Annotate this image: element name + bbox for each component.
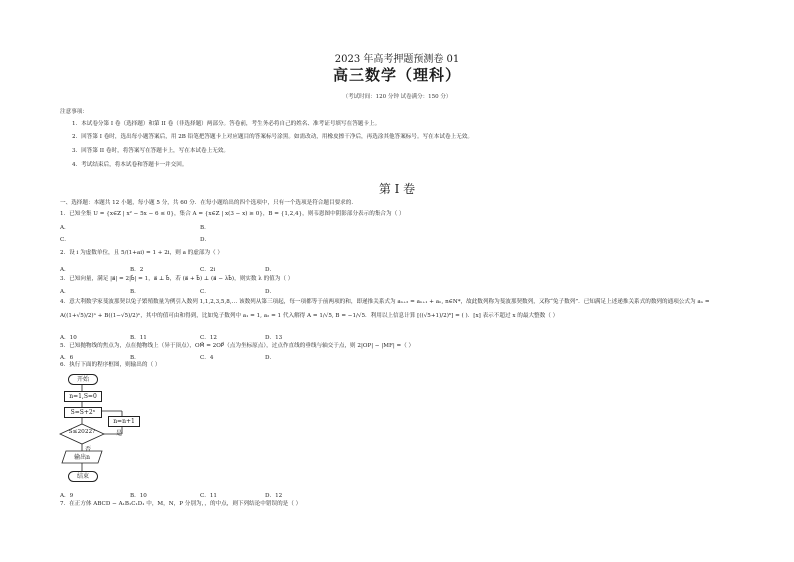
q2-option-b: B．2 [130, 267, 144, 273]
q5-option-a: A．6 [60, 355, 74, 361]
q4-option-b: B．11 [130, 335, 147, 341]
q4-option-d: D．13 [265, 335, 283, 341]
q3-option-c: C． [200, 289, 210, 295]
section-title: 第 I 卷 [378, 182, 416, 196]
q6-option-d: D．12 [265, 493, 283, 499]
flowchart-init: n=1,S=0 [64, 391, 102, 402]
q3-option-d: D． [265, 289, 276, 295]
subject-title: 高三数学（理科） [332, 66, 461, 84]
flowchart-end: 结束 [68, 471, 98, 482]
question-7: 7．在正方体 ABCD − A₁B₁C₁D₁ 中，M，N，P 分别为，，的中点，则下列结论中错误的是（ ） [60, 501, 302, 507]
q2-option-a: A． [60, 267, 70, 273]
question-1: 1．已知全集 U = {x∈Z | x² − 5x − 6 ≤ 0}，集合 A = {x∈Z | x(3 − x) ≥ 0}，B = {1,2,4}，则韦恩图中阴影部分表示的集合为（ ） [60, 211, 405, 217]
q6-option-a: A．9 [60, 493, 74, 499]
q1-option-a: A． [60, 225, 70, 231]
question-2: 2．设 i 为虚数单位，且 5/(1+ai) = 1 + 2i，则 a 的虚部为（ ） [60, 250, 224, 256]
notes-heading: 注意事项： [60, 109, 88, 115]
instructions: 一、选择题：本题共 12 小题，每小题 5 分，共 60 分．在每小题给出的四个选项中，只有一个选项是符合题目要求的． [60, 200, 357, 206]
q4-option-a: A．10 [60, 335, 77, 341]
q3-option-b: B． [130, 289, 140, 295]
question-5: 5．已知抛物线的焦点为，点在抛物线上（异于顶点），OM⃗ = 2OP⃗（点为坐标原点），过点作直线的垂线与轴交于点，则 2|OP| − |MF| =（ ） [60, 343, 415, 349]
q5-option-b: B． [130, 355, 140, 361]
note-item-4: 4．考试结束后，将本试卷和答题卡一并交回。 [72, 162, 188, 168]
q5-option-c: C．4 [200, 355, 214, 361]
question-6: 6．执行下面的程序框图，则输出的（ ） [60, 362, 161, 368]
question-3: 3．已知向量，满足 |a⃗| = 2|b⃗| = 1，a⃗ ⊥ b⃗，若 (a⃗ + b⃗) ⊥ (a⃗ − λb⃗)，则实数 λ 的值为（ ） [60, 276, 294, 282]
q2-option-d: D． [265, 267, 276, 273]
q1-option-b: B． [200, 225, 210, 231]
flowchart-yes-label: 是 [116, 430, 123, 437]
q6-option-b: B．10 [130, 493, 147, 499]
q6-option-c: C．11 [200, 493, 217, 499]
q1-option-d: D． [200, 237, 211, 243]
q4-option-c: C．12 [200, 335, 217, 341]
q2-option-c: C．2i [200, 267, 216, 273]
flowchart-start: 开始 [68, 374, 98, 385]
q5-option-d: D． [265, 355, 276, 361]
flowchart-condition: S≤2022? [68, 429, 96, 435]
note-item-3: 3．回答第 II 卷时，将答案写在答题卡上，写在本试卷上无效。 [72, 148, 229, 154]
exam-title: 2023 年高考押题预测卷 01 [334, 54, 460, 65]
exam-meta: （考试时间：120 分钟 试卷满分：150 分） [342, 94, 452, 100]
flowchart [50, 372, 170, 490]
flowchart-increment: n=n+1 [108, 416, 140, 427]
q3-option-a: A． [60, 289, 70, 295]
flowchart-no-label: 否 [85, 446, 92, 453]
q1-option-c: C． [60, 237, 70, 243]
note-item-2: 2．回答第 I 卷时，选出每小题答案后，用 2B 铅笔把答题卡上对应题目的答案标号涂黑。如需改动，用橡皮擦干净后，再选涂其他答案标号。写在本试卷上无效。 [72, 134, 473, 140]
note-item-1: 1．本试卷分第 I 卷（选择题）和第 II 卷（非选择题）两部分。答卷前，考生务必将自己的姓名、准考证号填写在答题卡上。 [72, 121, 381, 127]
flowchart-update: S=S+2ⁿ [64, 407, 102, 418]
question-4: 4．意大利数学家斐波那契以兔子繁殖数量为例引入数列 1,1,2,3,5,8,… 该数列从第三项起，每一项都等于前两项的和，即递推关系式为 aₙ₊₂ = aₙ₊₁ + aₙ, n∈N*，故此数列称为斐波那契数列，又称“兔子数列”．已知满足上述递推关系式的数列的通项公式为 aₙ = A((1+√5)/2)ⁿ + B((1−√5)/2)ⁿ，其中的值可由和得到，比如兔子数列中 a₁ = 1, a₂ = 1 代入解得 A = 1/√5, B = −1/√5．利用以上信息计算 [((√5+1)/2)⁶] = ( )．[x] 表示不超过 x 的最大整数（ ） [60, 299, 710, 319]
flowchart-output: 输出n [74, 454, 90, 461]
